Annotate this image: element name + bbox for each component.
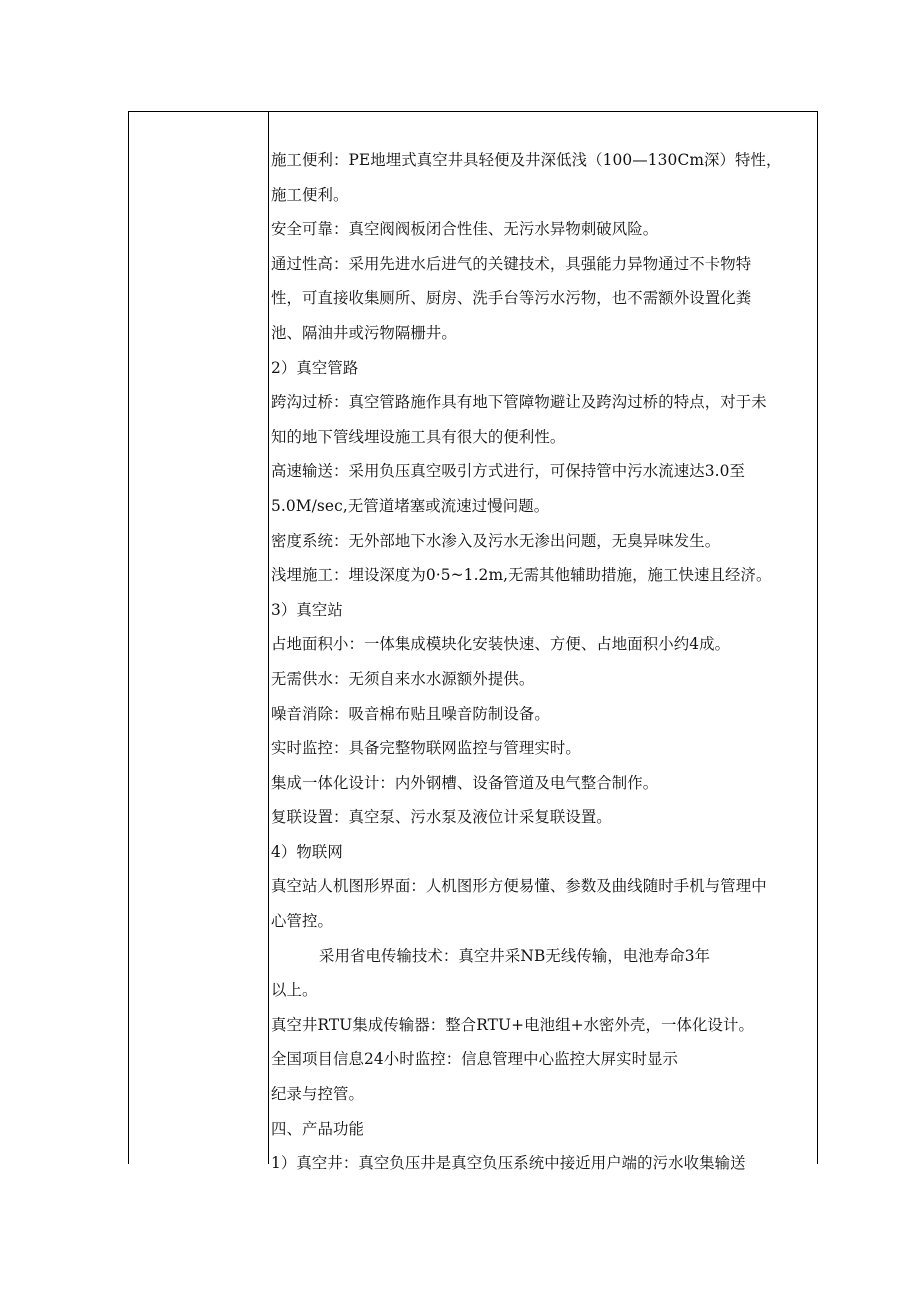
text-line: 通过性高：采用先进水后进气的关键技术，具强能力异物通过不卡物特 (271, 254, 752, 273)
text-line: 真空站人机图形界面：人机图形方便易懂、参数及曲线随时手机与管理中 (271, 877, 767, 896)
text-line: 四、产品功能 (271, 1119, 364, 1138)
text-line: 无需供水：无须自来水水源额外提供。 (271, 669, 535, 688)
text-line: 复联设置：真空泵、污水泵及液位计采复联设置。 (271, 808, 612, 827)
text-line: 2）真空管路 (271, 358, 359, 377)
text-line: 纪录与控管。 (271, 1085, 364, 1104)
text-line: 施工便利：PE地埋式真空井具轻便及井深低浅（100—130Cm深）特性， (271, 151, 782, 169)
table-column-divider (268, 111, 269, 1164)
text-line: 真空井RTU集成传输器：整合RTU+电池组+水密外壳，一体化设计。 (271, 1015, 754, 1034)
text-line: 知的地下管线埋设施工具有很大的便利性。 (271, 427, 566, 446)
text-line: 浅埋施工：埋设深度为0·5~1.2m,无需其他辅助措施，施工快速且经济。 (271, 566, 772, 585)
text-line: 以上。 (271, 981, 318, 1000)
text-line: 实时监控：具备完整物联网监控与管理实时。 (271, 739, 581, 758)
text-line: 1）真空井：真空负压井是真空负压系统中接近用户端的污水收集输送 (271, 1154, 746, 1173)
text-line: 5.0M/sec,无管道堵塞或流速过慢问题。 (271, 496, 550, 515)
text-line: 池、隔油井或污物隔栅井。 (271, 323, 457, 342)
text-line: 集成一体化设计：内外钢槽、设备管道及电气整合制作。 (271, 773, 659, 792)
document-body (271, 143, 816, 1181)
text-line: 心管控。 (271, 912, 333, 931)
text-line: 占地面积小：一体集成模块化安装快速、方便、占地面积小约4成。 (271, 635, 731, 654)
text-line: 噪音消除：吸音棉布贴且噪音防制设备。 (271, 704, 550, 723)
text-line: 密度系统：无外部地下水渗入及污水无渗出问题，无臭异味发生。 (271, 531, 721, 550)
text-line: 施工便利。 (271, 185, 349, 204)
text-line: 3）真空站 (271, 600, 343, 619)
text-line: 采用省电传输技术：真空井采NB无线传输，电池寿命3年 (319, 946, 711, 965)
text-line: 4）物联网 (271, 842, 343, 861)
text-line: 安全可靠：真空阀阀板闭合性佳、无污水异物刺破风险。 (271, 220, 659, 239)
text-line: 性，可直接收集厕所、厨房、洗手台等污水污物，也不需额外设置化粪 (271, 289, 752, 308)
text-line: 全国项目信息24小时监控：信息管理中心监控大屏实时显示 (271, 1050, 679, 1069)
text-line: 高速输送：采用负压真空吸引方式进行，可保持管中污水流速达3.0至 (271, 462, 746, 481)
text-line: 跨沟过桥：真空管路施作具有地下管障物避让及跨沟过桥的特点，对于未 (271, 393, 767, 412)
